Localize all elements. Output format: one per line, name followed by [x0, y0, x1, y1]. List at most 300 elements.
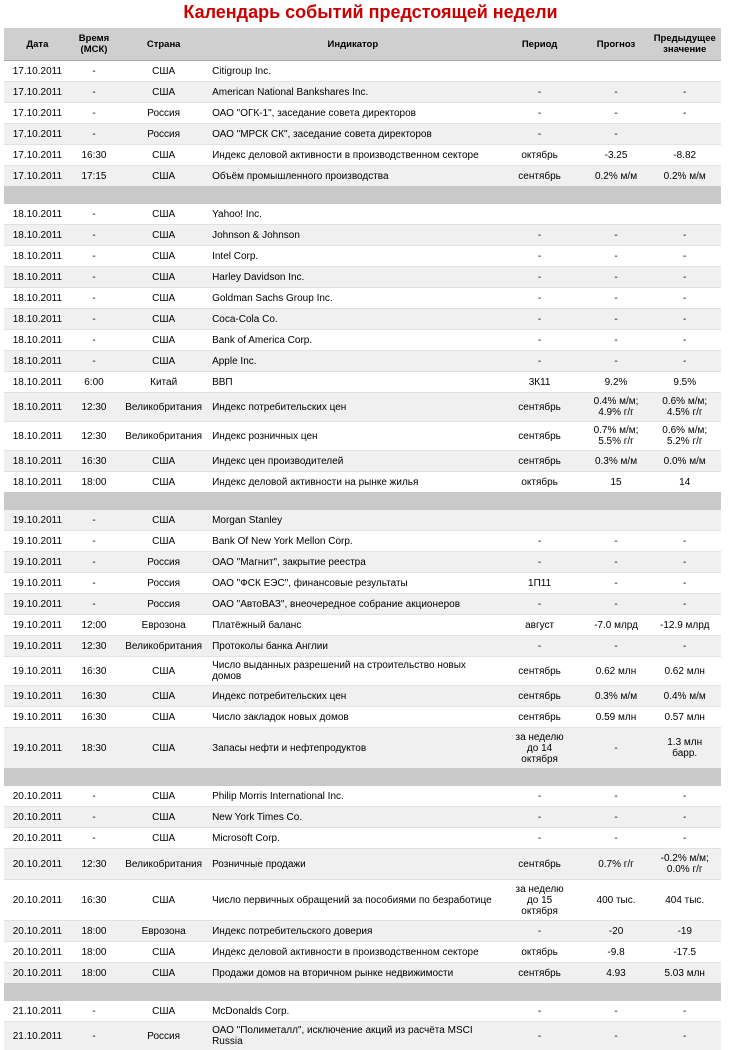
table-cell-time: -: [92, 1030, 96, 1042]
table-cell-previous: 9.5%: [673, 376, 697, 388]
table-cell-indicator: Объём промышленного производства: [212, 170, 389, 182]
table-row: [4, 685, 721, 706]
table-cell-previous: -: [683, 1005, 687, 1017]
table-cell-time: -: [92, 577, 96, 589]
table-cell-period: октябрь: [521, 476, 558, 488]
table-row: [4, 593, 721, 614]
table-cell-forecast: -: [614, 832, 618, 844]
table-cell-indicator: Johnson & Johnson: [212, 229, 300, 241]
table-cell-indicator: Индекс потребительских цен: [212, 401, 347, 413]
table-row: [4, 287, 721, 308]
table-row: [4, 656, 721, 685]
table-cell-country: США: [152, 535, 176, 547]
table-row: [4, 61, 721, 81]
table-cell-previous: -: [683, 271, 687, 283]
table-cell-previous: [648, 124, 721, 144]
table-cell-forecast: 4.93: [606, 967, 626, 979]
table-cell-previous: -: [683, 292, 687, 304]
table-cell-forecast: -: [614, 598, 618, 610]
table-cell-period: -: [537, 86, 542, 98]
table-cell-date: 18.10.2011: [12, 355, 63, 367]
table-cell-time: -: [92, 514, 96, 526]
table-cell-indicator: ОАО "Полиметалл", исключение акций из расчёта MSCI Russia: [212, 1025, 473, 1047]
table-cell-previous: 14: [679, 476, 691, 488]
table-cell-forecast: -: [614, 292, 618, 304]
table-cell-period: -: [537, 925, 542, 937]
day-separator: [4, 186, 721, 204]
table-cell-previous: 0.2% м/м: [663, 170, 706, 182]
table-cell-period: -: [537, 250, 542, 262]
table-cell-period: сентябрь: [518, 401, 561, 413]
table-cell-country: США: [152, 1005, 176, 1017]
table-cell-country: Еврозона: [141, 925, 186, 937]
table-cell-period: сентябрь: [518, 690, 561, 702]
table-cell-period: [496, 61, 584, 81]
table-cell-indicator: Goldman Sachs Group Inc.: [212, 292, 333, 304]
table-cell-time: -: [92, 271, 96, 283]
table-cell-date: 18.10.2011: [12, 334, 63, 346]
table-cell-indicator: Продажи домов на вторичном рынке недвижимости: [212, 967, 454, 979]
table-cell-previous: -: [683, 577, 687, 589]
table-cell-period: -: [537, 811, 542, 823]
table-cell-previous: -0.2% м/м; 0.0% г/г: [660, 853, 709, 875]
table-cell-forecast: 0.3% м/м: [594, 455, 638, 467]
table-cell-forecast: 0.2% м/м: [594, 170, 638, 182]
table-cell-forecast: -3.25: [604, 149, 628, 161]
table-cell-previous: -: [683, 811, 687, 823]
table-cell-date: 18.10.2011: [12, 401, 63, 413]
table-cell-indicator: Индекс деловой активности на рынке жилья: [212, 476, 419, 488]
table-cell-time: -: [92, 65, 96, 77]
table-cell-country: США: [152, 742, 176, 754]
table-cell-forecast: -: [614, 790, 618, 802]
table-row: [4, 941, 721, 962]
table-cell-time: 12:00: [81, 619, 107, 631]
table-cell-time: -: [92, 535, 96, 547]
table-cell-time: 16:30: [81, 665, 107, 677]
table-cell-period: сентябрь: [518, 455, 561, 467]
table-cell-period: -: [537, 1030, 542, 1042]
table-cell-time: -: [92, 86, 96, 98]
table-cell-forecast: 400 тыс.: [596, 894, 636, 906]
table-cell-previous: [648, 61, 721, 81]
table-cell-forecast: -: [614, 811, 618, 823]
table-cell-date: 19.10.2011: [12, 598, 63, 610]
table-row: [4, 165, 721, 186]
table-cell-indicator: Индекс деловой активности в производственном секторе: [212, 946, 479, 958]
table-cell-forecast: 15: [610, 476, 622, 488]
header-previous: Предыдущее значение: [653, 33, 716, 55]
table-cell-forecast: [584, 204, 649, 224]
day-separator: [4, 983, 721, 1001]
events-calendar-table: [4, 28, 721, 1050]
table-cell-time: -: [92, 313, 96, 325]
table-cell-time: -: [92, 355, 96, 367]
table-cell-date: 17.10.2011: [12, 107, 63, 119]
table-cell-date: 19.10.2011: [12, 742, 63, 754]
table-cell-date: 20.10.2011: [12, 790, 63, 802]
table-cell-time: 18:00: [81, 476, 107, 488]
table-cell-country: США: [152, 229, 176, 241]
table-cell-date: 18.10.2011: [12, 455, 63, 467]
table-cell-period: сентябрь: [518, 170, 561, 182]
table-cell-country: Великобритания: [125, 430, 203, 442]
table-cell-country: Великобритания: [125, 401, 203, 413]
table-cell-date: 19.10.2011: [12, 711, 63, 723]
table-cell-indicator: Harley Davidson Inc.: [212, 271, 305, 283]
table-cell-time: 12:30: [81, 858, 107, 870]
table-cell-previous: 404 тыс.: [665, 894, 705, 906]
table-cell-time: -: [92, 208, 96, 220]
header-indicator: Индикатор: [327, 38, 379, 50]
table-cell-previous: -: [683, 535, 687, 547]
table-cell-time: 18:00: [81, 925, 107, 937]
table-cell-previous: -17.5: [673, 946, 697, 958]
table-cell-indicator: ОАО "АвтоВАЗ", внеочередное собрание акционеров: [212, 598, 461, 610]
table-row: [4, 510, 721, 530]
table-cell-forecast: 0.7% м/м; 5.5% г/г: [593, 425, 639, 447]
table-cell-date: 18.10.2011: [12, 208, 63, 220]
table-cell-period: октябрь: [521, 946, 558, 958]
table-row: [4, 551, 721, 572]
table-cell-period: -: [537, 535, 542, 547]
table-cell-time: 12:30: [81, 401, 107, 413]
table-cell-date: 18.10.2011: [12, 476, 63, 488]
table-cell-date: 20.10.2011: [12, 858, 63, 870]
table-cell-period: -: [537, 1005, 542, 1017]
table-cell-time: -: [92, 556, 96, 568]
table-cell-forecast: -7.0 млрд: [594, 619, 638, 631]
table-row: [4, 727, 721, 768]
table-cell-previous: 0.4% м/м: [663, 690, 706, 702]
table-cell-forecast: [584, 510, 649, 530]
table-cell-period: сентябрь: [518, 665, 561, 677]
table-cell-time: 17:15: [81, 170, 107, 182]
table-cell-date: 19.10.2011: [12, 665, 63, 677]
table-cell-time: 18:30: [81, 742, 107, 754]
table-row: [4, 635, 721, 656]
table-cell-forecast: 0.59 млн: [595, 711, 637, 723]
table-cell-forecast: -: [614, 313, 618, 325]
table-row: [4, 245, 721, 266]
table-cell-previous: 0.57 млн: [664, 711, 705, 723]
table-cell-indicator: Bank Of New York Mellon Corp.: [212, 535, 353, 547]
table-row: [4, 614, 721, 635]
table-cell-period: -: [537, 271, 542, 283]
table-cell-date: 17.10.2011: [12, 170, 63, 182]
table-cell-previous: -: [683, 334, 687, 346]
table-cell-forecast: -: [614, 1005, 618, 1017]
table-cell-period: -: [537, 128, 542, 140]
table-cell-time: -: [92, 811, 96, 823]
table-cell-country: Россия: [147, 577, 181, 589]
table-cell-date: 18.10.2011: [12, 292, 63, 304]
table-cell-country: США: [152, 476, 176, 488]
table-cell-indicator: Bank of America Corp.: [212, 334, 313, 346]
table-cell-period: -: [537, 832, 542, 844]
table-cell-country: США: [152, 711, 176, 723]
header-date: Дата: [26, 38, 49, 50]
table-cell-indicator: Philip Morris International Inc.: [212, 790, 344, 802]
header-forecast: Прогноз: [596, 38, 636, 50]
table-cell-date: 20.10.2011: [12, 925, 63, 937]
header-time: Время (МСК): [78, 33, 110, 55]
table-row: [4, 848, 721, 879]
table-cell-period: [496, 510, 584, 530]
table-cell-country: США: [152, 690, 176, 702]
table-cell-date: 19.10.2011: [12, 535, 63, 547]
table-row: [4, 530, 721, 551]
table-row: [4, 102, 721, 123]
table-cell-period: -: [537, 313, 542, 325]
table-cell-indicator: Число закладок новых домов: [212, 711, 349, 723]
table-row: [4, 350, 721, 371]
table-cell-period: 1П11: [528, 577, 552, 589]
table-cell-forecast: -: [614, 334, 618, 346]
table-cell-time: 16:30: [81, 455, 107, 467]
table-cell-forecast: -: [614, 128, 618, 140]
table-cell-previous: 5.03 млн: [664, 967, 705, 979]
table-cell-forecast: 0.4% м/м; 4.9% г/г: [593, 396, 639, 418]
table-cell-indicator: American National Bankshares Inc.: [212, 86, 369, 98]
table-cell-previous: 0.6% м/м; 4.5% г/г: [662, 396, 708, 418]
table-row: [4, 144, 721, 165]
table-cell-forecast: -20: [608, 925, 624, 937]
table-cell-period: -: [537, 556, 542, 568]
table-cell-indicator: Индекс деловой активности в производственном секторе: [212, 149, 479, 161]
table-cell-indicator: ОАО "ФСК ЕЭС", финансовые результаты: [212, 577, 408, 589]
table-cell-date: 19.10.2011: [12, 514, 63, 526]
table-cell-date: 18.10.2011: [12, 313, 63, 325]
table-cell-period: -: [537, 107, 542, 119]
table-cell-indicator: Yahoo! Inc.: [212, 208, 262, 220]
table-cell-time: 16:30: [81, 711, 107, 723]
table-cell-previous: -: [683, 355, 687, 367]
table-cell-country: США: [152, 250, 176, 262]
header-period: Период: [521, 38, 558, 50]
table-cell-period: -: [537, 790, 542, 802]
table-cell-country: Великобритания: [125, 640, 203, 652]
table-cell-forecast: -: [614, 640, 618, 652]
table-cell-indicator: Платёжный баланс: [212, 619, 302, 631]
table-row: [4, 81, 721, 102]
table-cell-date: 17.10.2011: [12, 149, 63, 161]
table-cell-date: 19.10.2011: [12, 577, 63, 589]
table-cell-country: США: [152, 86, 176, 98]
table-cell-indicator: Запасы нефти и нефтепродуктов: [212, 742, 367, 754]
table-cell-indicator: Apple Inc.: [212, 355, 257, 367]
table-cell-previous: [648, 510, 721, 530]
table-row: [4, 371, 721, 392]
table-cell-forecast: -: [614, 229, 618, 241]
table-cell-previous: -8.82: [673, 149, 697, 161]
table-row: [4, 706, 721, 727]
table-cell-country: США: [152, 832, 176, 844]
table-cell-country: США: [152, 208, 176, 220]
day-separator: [4, 492, 721, 510]
table-cell-forecast: -9.8: [607, 946, 625, 958]
table-cell-forecast: -: [614, 577, 618, 589]
table-row: [4, 308, 721, 329]
table-cell-country: Россия: [147, 598, 181, 610]
table-cell-forecast: -: [614, 556, 618, 568]
table-cell-previous: -: [683, 107, 687, 119]
table-cell-previous: -12.9 млрд: [659, 619, 710, 631]
table-row: [4, 1021, 721, 1050]
table-cell-indicator: ОАО "Магнит", закрытие реестра: [212, 556, 366, 568]
table-cell-indicator: Индекс розничных цен: [212, 430, 318, 442]
table-cell-country: США: [152, 355, 176, 367]
table-cell-period: -: [537, 334, 542, 346]
table-cell-period: за неделю до 15 октября: [515, 883, 564, 917]
table-cell-date: 20.10.2011: [12, 967, 63, 979]
table-cell-indicator: ОАО "ОГК-1", заседание совета директоров: [212, 107, 416, 119]
table-cell-forecast: -: [614, 107, 618, 119]
table-cell-date: 20.10.2011: [12, 946, 63, 958]
table-cell-country: США: [152, 514, 176, 526]
table-cell-time: -: [92, 292, 96, 304]
table-row: [4, 204, 721, 224]
table-cell-forecast: [584, 61, 649, 81]
page-title: Календарь событий предстоящей недели: [183, 2, 558, 22]
table-cell-indicator: Индекс потребительского доверия: [212, 925, 373, 937]
table-cell-date: 19.10.2011: [12, 640, 63, 652]
table-cell-time: -: [92, 790, 96, 802]
table-row: [4, 471, 721, 492]
table-cell-forecast: 0.7% г/г: [598, 858, 634, 870]
table-cell-country: США: [152, 334, 176, 346]
table-cell-date: 20.10.2011: [12, 832, 63, 844]
table-cell-indicator: McDonalds Corp.: [212, 1005, 290, 1017]
table-cell-time: -: [92, 832, 96, 844]
table-row: [4, 806, 721, 827]
table-cell-indicator: Число первичных обращений за пособиями по безработице: [212, 894, 492, 906]
table-cell-indicator: ОАО "МРСК СК", заседание совета директоров: [212, 128, 432, 140]
table-cell-time: 12:30: [81, 640, 107, 652]
table-row: [4, 421, 721, 450]
table-cell-period: сентябрь: [518, 858, 561, 870]
table-cell-previous: 0.0% м/м: [663, 455, 706, 467]
table-row: [4, 450, 721, 471]
table-cell-time: -: [92, 107, 96, 119]
table-cell-forecast: 0.3% м/м: [594, 690, 638, 702]
table-row: [4, 392, 721, 421]
table-cell-date: 18.10.2011: [12, 271, 63, 283]
table-cell-date: 21.10.2011: [12, 1030, 63, 1042]
table-cell-previous: 0.6% м/м; 5.2% г/г: [662, 425, 708, 447]
table-cell-time: 16:30: [81, 149, 107, 161]
table-row: [4, 266, 721, 287]
table-cell-previous: [648, 204, 721, 224]
table-cell-time: 12:30: [81, 430, 107, 442]
table-cell-indicator: Citigroup Inc.: [212, 65, 271, 77]
table-header: [4, 28, 721, 61]
table-cell-country: Россия: [147, 128, 181, 140]
table-row: [4, 224, 721, 245]
table-cell-previous: -: [683, 229, 687, 241]
table-cell-forecast: 9.2%: [604, 376, 628, 388]
table-cell-country: США: [152, 455, 176, 467]
table-cell-country: Еврозона: [141, 619, 186, 631]
table-cell-indicator: ВВП: [212, 376, 233, 388]
table-cell-previous: -: [683, 832, 687, 844]
table-cell-indicator: Протоколы банка Англии: [212, 640, 328, 652]
table-cell-country: США: [152, 665, 176, 677]
table-cell-indicator: New York Times Co.: [212, 811, 303, 823]
table-cell-country: Россия: [147, 107, 181, 119]
table-cell-date: 17.10.2011: [12, 128, 63, 140]
table-cell-indicator: Intel Corp.: [212, 250, 259, 262]
table-cell-indicator: Индекс потребительских цен: [212, 690, 347, 702]
table-cell-forecast: -: [614, 742, 618, 754]
table-cell-country: США: [152, 65, 176, 77]
table-row: [4, 879, 721, 920]
table-cell-period: -: [537, 292, 542, 304]
table-cell-date: 18.10.2011: [12, 250, 63, 262]
table-cell-previous: -: [683, 790, 687, 802]
table-cell-time: 6:00: [84, 376, 104, 388]
table-cell-time: -: [92, 598, 96, 610]
table-row: [4, 920, 721, 941]
table-cell-country: Россия: [147, 556, 181, 568]
table-cell-forecast: -: [614, 271, 618, 283]
table-cell-time: -: [92, 229, 96, 241]
table-cell-previous: -: [683, 556, 687, 568]
table-cell-forecast: -: [614, 355, 618, 367]
table-row: [4, 827, 721, 848]
table-cell-period: 3К11: [528, 376, 551, 388]
table-cell-previous: 0.62 млн: [664, 665, 705, 677]
table-cell-time: -: [92, 128, 96, 140]
table-row: [4, 123, 721, 144]
table-cell-date: 18.10.2011: [12, 430, 63, 442]
table-cell-period: -: [537, 598, 542, 610]
table-cell-date: 18.10.2011: [12, 229, 63, 241]
table-cell-country: Китай: [150, 376, 178, 388]
table-cell-period: сентябрь: [518, 430, 561, 442]
table-cell-previous: -19: [677, 925, 692, 937]
table-cell-date: 17.10.2011: [12, 86, 63, 98]
table-cell-time: -: [92, 334, 96, 346]
table-cell-date: 19.10.2011: [12, 619, 63, 631]
table-cell-forecast: -: [614, 86, 618, 98]
table-cell-country: США: [152, 313, 176, 325]
table-cell-time: -: [92, 250, 96, 262]
table-cell-indicator: Число выданных разрешений на строительство новых домов: [212, 660, 466, 682]
table-cell-country: США: [152, 811, 176, 823]
table-row: [4, 962, 721, 983]
table-cell-previous: -: [683, 313, 687, 325]
table-cell-previous: -: [683, 1030, 687, 1042]
table-cell-time: 18:00: [81, 967, 107, 979]
table-cell-country: США: [152, 790, 176, 802]
table-cell-country: США: [152, 170, 176, 182]
table-cell-date: 20.10.2011: [12, 811, 63, 823]
table-cell-period: -: [537, 640, 542, 652]
table-row: [4, 786, 721, 806]
table-cell-period: август: [525, 619, 555, 631]
table-cell-time: -: [92, 1005, 96, 1017]
table-cell-indicator: Coca-Cola Co.: [212, 313, 278, 325]
table-cell-forecast: -: [614, 1030, 618, 1042]
table-cell-indicator: Розничные продажи: [212, 858, 306, 870]
table-cell-date: 21.10.2011: [12, 1005, 63, 1017]
table-cell-country: Великобритания: [125, 858, 203, 870]
table-cell-previous: -: [683, 598, 687, 610]
table-cell-indicator: Morgan Stanley: [212, 514, 283, 526]
table-row: [4, 329, 721, 350]
table-cell-indicator: Microsoft Corp.: [212, 832, 280, 844]
